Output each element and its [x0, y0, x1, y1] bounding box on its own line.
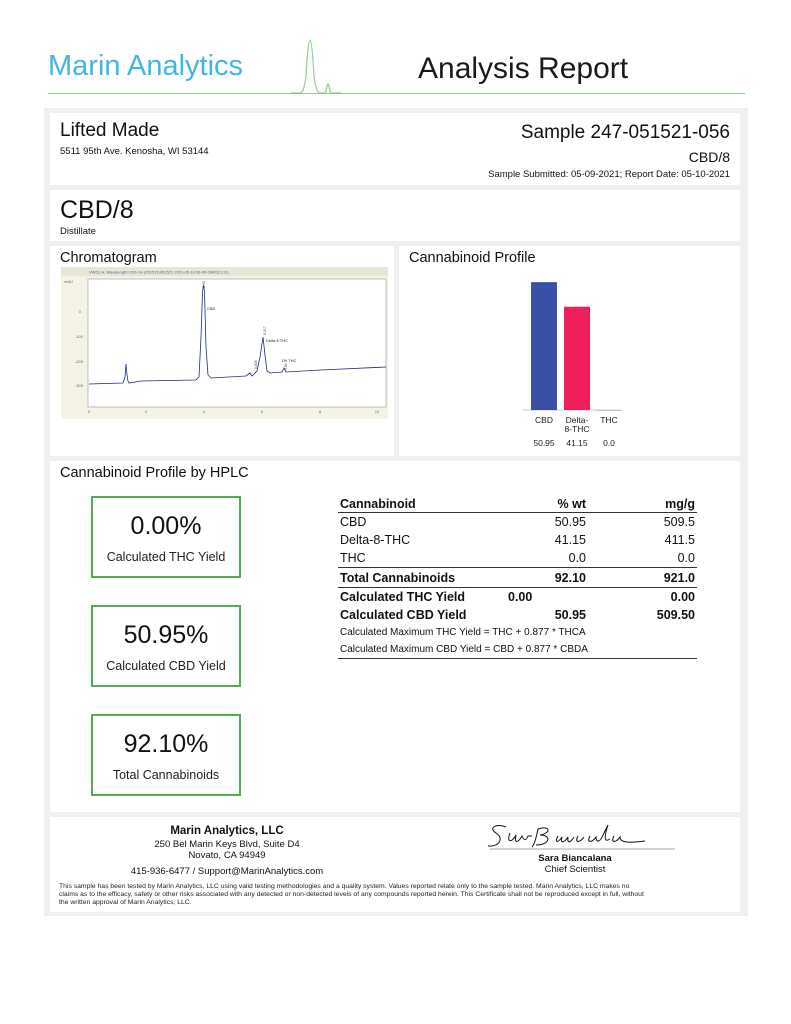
bar-category-label: THC	[600, 415, 618, 425]
total-cannabinoids-value: 92.10%	[123, 730, 209, 758]
x-tick-label: 8	[318, 409, 322, 414]
cell-mg: 0.0	[677, 551, 695, 565]
bar-category-label: 8-THC	[564, 424, 590, 434]
x-tick-label: 4	[202, 409, 206, 414]
total-label: Total Cannabinoids	[338, 568, 494, 588]
total-mg: 921.0	[588, 568, 697, 588]
footer-contact: 415-936-6477 / Support@MarinAnalytics.com	[130, 866, 324, 877]
yield-label: Calculated THC Yield	[340, 590, 466, 604]
total-pct: 92.10	[494, 568, 588, 588]
sample-name: CBD/8	[688, 149, 730, 165]
thc-yield-box	[91, 496, 241, 578]
header-pct-wt: % wt	[494, 496, 588, 513]
product-panel	[50, 190, 740, 241]
product-name: CBD/8	[60, 196, 134, 224]
yield-pct: 50.95	[554, 608, 586, 622]
signature-image	[480, 819, 680, 853]
total-cannabinoids-box	[91, 714, 241, 796]
x-tick-label: 6	[260, 409, 264, 414]
cell-pct: 0.0	[568, 551, 586, 565]
rt-label: 6.217	[263, 326, 267, 335]
chromatogram-plot	[61, 267, 388, 419]
client-name: Lifted Made	[60, 120, 160, 141]
yield-mg: 509.50	[656, 608, 695, 622]
cell-name: Delta-8-THC	[340, 533, 411, 547]
peak-label-cbd: CBD	[207, 306, 216, 311]
bar-cbd	[531, 282, 557, 410]
bar-category-label: CBD	[535, 415, 553, 425]
chromatogram-axes	[88, 279, 386, 407]
yield-mg: 0.00	[670, 590, 695, 604]
product-type: Distillate	[60, 226, 96, 237]
thc-yield-row	[338, 588, 697, 607]
y-tick-label: 0	[78, 309, 81, 314]
cbd-yield-value: 50.95%	[123, 621, 209, 649]
rt-label: 6.80	[284, 363, 288, 370]
formula-row	[338, 641, 697, 659]
x-tick-label: 2	[144, 409, 148, 414]
brand-logo-text: Marin Analytics	[48, 50, 244, 82]
cell-mg: 411.5	[664, 533, 695, 547]
table-row	[338, 549, 697, 568]
y-tick-label: -100	[74, 334, 83, 339]
disclaimer-line: the written approval of Marin Analytics, LLC.	[59, 899, 192, 906]
footer-panel	[50, 817, 740, 912]
thc-formula: Calculated Maximum THC Yield = THC + 0.877 * THCA	[340, 627, 586, 638]
footer-address1: 250 Bel Marin Keys Blvd, Suite D4	[154, 839, 300, 850]
bar-value-label: 0.0	[603, 438, 615, 448]
cannabinoid-profile-title: Cannabinoid Profile	[409, 250, 536, 266]
y-unit-label: mAU	[64, 279, 73, 284]
footer-address2: Novato, CA 94949	[188, 850, 266, 861]
bar-value-label: 41.15	[566, 438, 588, 448]
signer-title: Chief Scientist	[544, 864, 606, 875]
client-address: 5511 95th Ave. Kenosha, WI 53144	[60, 146, 209, 157]
chromatogram-header-text: VWD1 A, Wavelength=220 nm (051521\051521 2021-05-10 06-00-59\R1C1.D)	[89, 269, 229, 275]
y-tick-label: -300	[74, 383, 83, 388]
cbd-formula: Calculated Maximum CBD Yield = CBD + 0.877 * CBDA	[338, 641, 697, 659]
cbd-yield-label: Calculated CBD Yield	[106, 659, 226, 673]
header-mg-g: mg/g	[588, 496, 697, 513]
bar-category-label: Delta-	[565, 415, 589, 425]
cell-mg: 509.5	[663, 515, 695, 529]
cell-name: THC	[340, 551, 366, 565]
peak-label-delta8: Delta 8 THC	[266, 338, 288, 343]
client-panel	[50, 113, 740, 185]
rt-label: 5.826	[254, 360, 258, 369]
x-tick-label: 10	[374, 409, 380, 414]
cbd-yield-box	[91, 605, 241, 687]
sample-id: Sample 247-051521-056	[520, 122, 730, 143]
cannabinoid-bar-chart	[399, 246, 740, 456]
disclaimer-line: This sample has been tested by Marin Analytics, LLC using valid testing methodologies and a quality system. Values reported relate only to the sample tested. Marin Analytics, LLC makes no	[59, 883, 630, 890]
total-row	[338, 568, 697, 588]
bar-value-label: 50.95	[533, 438, 555, 448]
cbd-yield-row	[338, 606, 697, 624]
report-title: Analysis Report	[418, 52, 629, 85]
peak-label-d9: D9 THC	[282, 358, 297, 363]
table-row	[338, 513, 697, 532]
footer-company: Marin Analytics, LLC	[170, 825, 284, 837]
peak-logo-icon	[290, 36, 342, 96]
formula-row	[338, 624, 697, 641]
table-row	[338, 531, 697, 549]
cannabinoid-profile-panel	[399, 246, 740, 456]
thc-yield-value: 0.00%	[130, 512, 202, 540]
cell-pct: 41.15	[554, 533, 586, 547]
cell-pct: 50.95	[554, 515, 586, 529]
disclaimer-line: claims as to the efficacy, safety or other risks associated with any detected or non-detected levels of any compounds reported herein. This Certificate shall not be reproduced except in full, without	[59, 891, 644, 898]
chromatogram-title: Chromatogram	[60, 250, 157, 266]
y-tick-label: -200	[74, 359, 83, 364]
table-header-row	[338, 496, 697, 513]
header-cannabinoid: Cannabinoid	[338, 496, 494, 513]
total-cannabinoids-label: Total Cannabinoids	[112, 768, 220, 782]
yield-label: Calculated CBD Yield	[340, 608, 467, 622]
signer-name: Sara Biancalana	[538, 853, 612, 864]
cell-name: CBD	[340, 515, 367, 529]
cannabinoid-results-table	[338, 496, 697, 659]
thc-yield-label: Calculated THC Yield	[106, 550, 226, 564]
sample-dates: Sample Submitted: 05-09-2021; Report Date: 05-10-2021	[488, 169, 730, 180]
yield-pct: 0.00	[508, 590, 533, 604]
header-divider	[48, 93, 745, 94]
rt-label: 3.93	[202, 281, 206, 288]
x-tick-label: 0	[87, 409, 91, 414]
bar-delta-8-thc	[564, 307, 590, 410]
hplc-title: Cannabinoid Profile by HPLC	[60, 465, 249, 481]
bar-thc	[596, 410, 622, 411]
chromatogram-panel	[50, 246, 394, 456]
